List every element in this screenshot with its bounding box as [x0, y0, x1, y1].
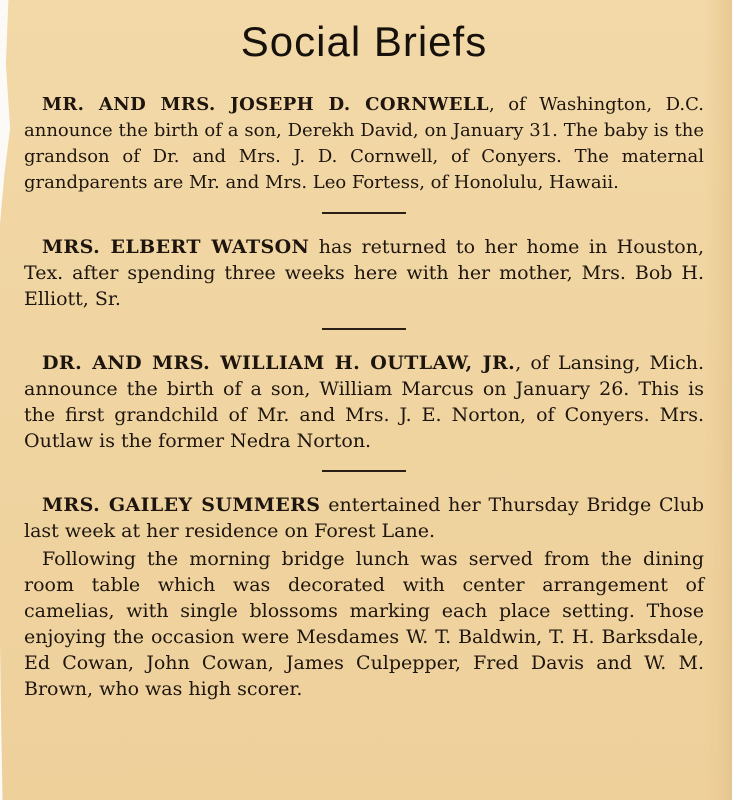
divider-rule	[322, 470, 406, 472]
brief-item	[24, 234, 704, 312]
brief-continuation: Following the morning bridge lunch was served from the dining room table which was decorated with center arrangement of camelias, with single blossoms marking each place setting. Those enjoying the occasion were Mesdames W. T. Baldwin, T. H. Barksdale, Ed Cowan, John Cowan, James Culpepper, Fred Davis and W. M. Brown, who was high scorer.	[24, 548, 704, 700]
brief-text: has returned to her home in Houston, Tex. after spending three weeks here with her mother, Mrs. Bob H. Elliott, Sr.	[24, 236, 704, 310]
brief-name: MR. AND MRS. JOSEPH D. CORNWELL	[42, 94, 489, 115]
brief-item	[24, 492, 704, 544]
brief-text: entertained her Thursday Bridge Club last week at her residence on Forest Lane.	[24, 494, 705, 542]
divider-rule	[322, 328, 406, 330]
brief-name: MRS. ELBERT WATSON	[42, 236, 310, 258]
brief-text: , of Lansing, Mich. announce the birth of a son, William Marcus on January 26. This is the first grandchild of Mr. and Mrs. J. E. Norton, of Conyers. Mrs. Outlaw is the former Nedra Norton.	[24, 352, 704, 452]
article-title: Social Briefs	[240, 18, 488, 65]
brief-text: , of Washington, D.C. announce the birth of a son, Derekh David, on January 31. The baby is the grandson of Dr. and Mrs. J. D. Cornwell, of Conyers. The maternal grandparents are Mr. and Mrs. Leo Fortess, of Honolulu, Hawaii.	[24, 94, 704, 193]
brief-item	[24, 92, 704, 196]
torn-edge-right	[704, 0, 732, 800]
brief-name: MRS. GAILEY SUMMERS	[42, 494, 321, 516]
divider-rule	[322, 212, 406, 214]
article	[24, 8, 704, 702]
brief-item	[24, 350, 704, 454]
brief-name: DR. AND MRS. WILLIAM H. OUTLAW, JR.	[42, 352, 516, 374]
